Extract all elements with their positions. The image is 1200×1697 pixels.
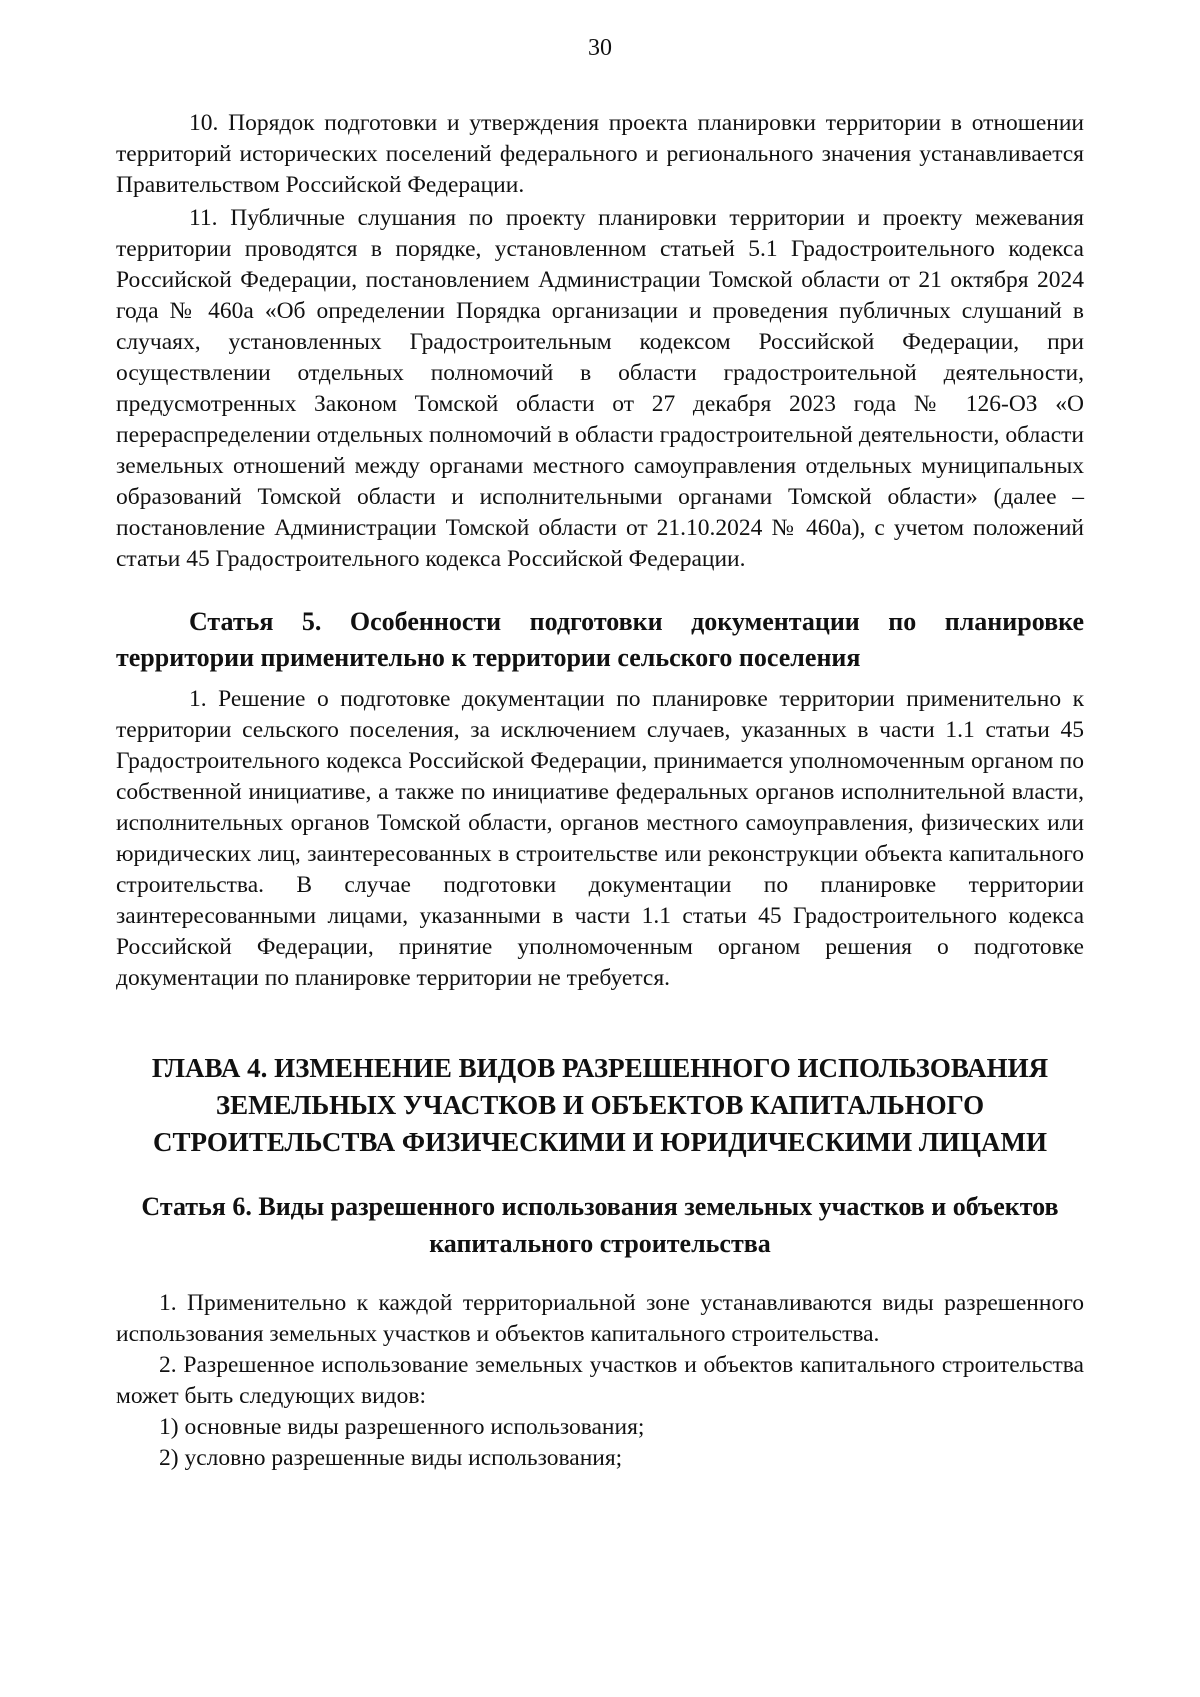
article-6-paragraph-2: 2. Разрешенное использование земельных участков и объектов капитального строительства может быть следующих видов: xyxy=(116,1352,1084,1409)
article-6-list-item-1: 1) основные виды разрешенного использования; xyxy=(159,1414,645,1440)
article-6-heading xyxy=(116,1188,1084,1262)
paragraph-11: 11. Публичные слушания по проекту планировки территории и проекту межевания территории проводятся в порядке, установленном статьей 5.1 Градостроительного кодекса Российской Федерации, постановлением Администрации Томской области от 21 октября 2024 года № 460а «Об определении Порядка организации и проведения публичных слушаний в случаях, установленных Градостроительным кодексом Российской Федерации, при осуществлении отдельных полномочий в области градостроительной деятельности, предусмотренных Законом Томской области от 27 декабря 2023 года № 126-ОЗ «О перераспределении отдельных полномочий в области градостроительной деятельности, области земельных отношений между органами местного самоуправления отдельных муниципальных образований Томской области и исполнительными органами Томской области» (далее – постановление Администрации Томской области от 21.10.2024 № 460а), с учетом положений статьи 45 Градостроительного кодекса Российской Федерации. xyxy=(116,205,1084,572)
article-6-heading-line-2: капитального строительства xyxy=(429,1229,771,1258)
chapter-4-heading-line-1: ГЛАВА 4. ИЗМЕНЕНИЕ ВИДОВ РАЗРЕШЕННОГО ИСПОЛЬЗОВАНИЯ xyxy=(151,1053,1049,1083)
article-5-heading: Статья 5. Особенности подготовки документации по планировке территории применительно к территории сельского поселения xyxy=(116,607,1084,672)
article-5-paragraph-1: 1. Решение о подготовке документации по планировке территории применительно к территории сельского поселения, за исключением случаев, указанных в части 1.1 статьи 45 Градостроительного кодекса Российской Федерации, принимается уполномоченным органом по собственной инициативе, а также по инициативе федеральных органов исполнительной власти, исполнительных органов Томской области, органов местного самоуправления, физических или юридических лиц, заинтересованных в строительстве или реконструкции объекта капитального строительства. В случае подготовки документации по планировке территории заинтересованными лицами, указанными в части 1.1 статьи 45 Градостроительного кодекса Российской Федерации, принятие уполномоченным органом решения о подготовке документации по планировке территории не требуется. xyxy=(116,686,1084,991)
chapter-4-heading-line-2: ЗЕМЕЛЬНЫХ УЧАСТКОВ И ОБЪЕКТОВ КАПИТАЛЬНОГО xyxy=(215,1090,985,1120)
article-6-list-item-2: 2) условно разрешенные виды использования; xyxy=(159,1445,623,1471)
article-6-paragraph-1: 1. Применительно к каждой территориальной зоне устанавливаются виды разрешенного использования земельных участков и объектов капитального строительства. xyxy=(116,1290,1084,1347)
chapter-4-heading xyxy=(116,1050,1084,1161)
article-6-heading-line-1: Статья 6. Виды разрешенного использования земельных участков и объектов xyxy=(141,1192,1059,1221)
page-number: 30 xyxy=(588,35,612,61)
paragraph-10: 10. Порядок подготовки и утверждения проекта планировки территории в отношении территорий исторических поселений федерального и регионального значения устанавливается Правительством Российской Федерации. xyxy=(116,110,1084,198)
chapter-4-heading-line-3: СТРОИТЕЛЬСТВА ФИЗИЧЕСКИМИ И ЮРИДИЧЕСКИМИ ЛИЦАМИ xyxy=(153,1127,1047,1157)
